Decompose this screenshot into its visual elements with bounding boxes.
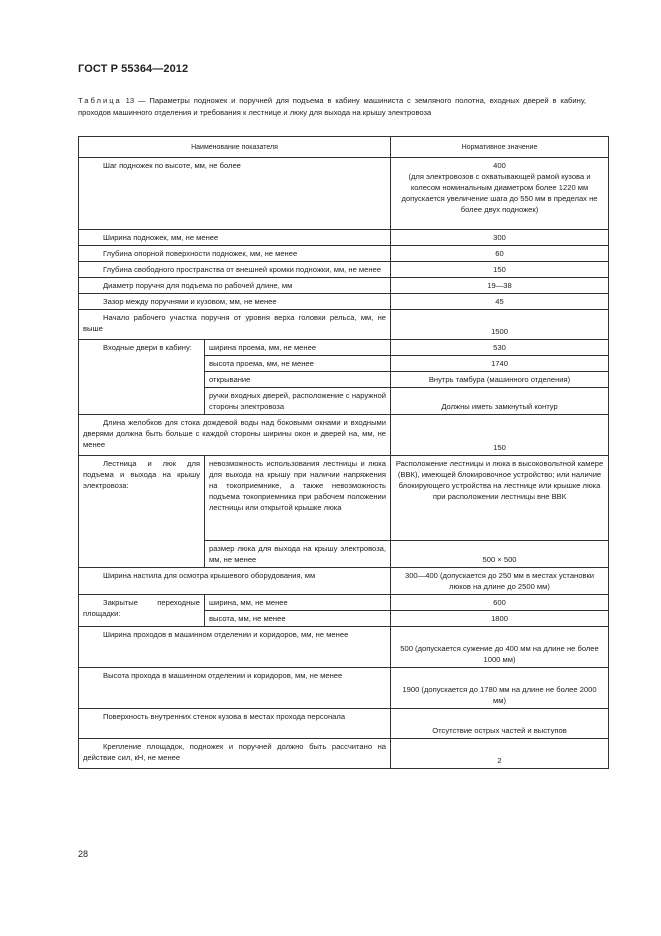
row-value: 500 (допускается сужение до 400 мм на длине не более 1000 мм)	[391, 627, 609, 668]
page-number: 28	[78, 849, 89, 859]
sub-name: высота, мм, не менее	[205, 611, 391, 627]
row-value: 1900 (допускается до 1780 мм на длине не более 2000 мм)	[391, 668, 609, 709]
table-header-row	[79, 137, 609, 158]
row-name: Ширина настила для осмотра крышевого оборудования, мм	[79, 568, 391, 595]
row-name: Глубина опорной поверхности подножек, мм, не менее	[79, 246, 391, 262]
document-header: ГОСТ Р 55364—2012	[78, 63, 189, 75]
table-row	[79, 278, 609, 294]
sub-value: 600	[391, 595, 609, 611]
header-parameter: Наименование показателя	[79, 137, 391, 158]
row-name: Начало рабочего участка поручня от уровня верха головки рельса, мм, не выше	[79, 310, 391, 340]
row-value: 400 (для электровозов с охватывающей рамой кузова и колесом номинальным диаметром более 1220 мм допускается увеличение шага до 550 мм в пределах не более двух подножек)	[391, 158, 609, 230]
table-row	[79, 294, 609, 310]
sub-value: Должны иметь замкнутый контур	[391, 388, 609, 415]
row-value: 300	[391, 230, 609, 246]
sub-value: 530	[391, 340, 609, 356]
row-value: 2	[391, 739, 609, 769]
sub-name: ширина, мм, не менее	[205, 595, 391, 611]
group-name-doors: Входные двери в кабину:	[79, 340, 205, 415]
sub-value: Расположение лестницы и люка в высоковольтной камере (ВВК), имеющей блокировочное устройство; или наличие блокирующего устройства на лестнице или крышке люка при расположении лестницы вне ВВК	[391, 456, 609, 541]
row-value: 60	[391, 246, 609, 262]
row-value: Отсутствие острых частей и выступов	[391, 709, 609, 739]
table-row	[79, 340, 609, 356]
table-caption	[78, 95, 586, 119]
table-row	[79, 230, 609, 246]
table-row	[79, 739, 609, 769]
table-row	[79, 310, 609, 340]
row-name: Высота прохода в машинном отделении и коридоров, мм, не менее	[79, 668, 391, 709]
table-row	[79, 246, 609, 262]
row-value: 150	[391, 262, 609, 278]
row-name: Крепление площадок, подножек и поручней должно быть рассчитано на действие сил, кН, не менее	[79, 739, 391, 769]
caption-label: Таблица	[78, 96, 122, 105]
row-name: Шаг подножек по высоте, мм, не более	[79, 158, 391, 230]
sub-name: ручки входных дверей, расположение с наружной стороны электровоза	[205, 388, 391, 415]
sub-value: 500 × 500	[391, 541, 609, 568]
sub-value: 1740	[391, 356, 609, 372]
table-row	[79, 709, 609, 739]
sub-name: открывание	[205, 372, 391, 388]
row-value: 300—400 (допускается до 250 мм в местах установки люков на длине до 2500 мм)	[391, 568, 609, 595]
sub-value: 1800	[391, 611, 609, 627]
row-value: 45	[391, 294, 609, 310]
sub-value: Внутрь тамбура (машинного отделения)	[391, 372, 609, 388]
table-row	[79, 627, 609, 668]
table-row	[79, 456, 609, 541]
sub-name: высота проема, мм, не менее	[205, 356, 391, 372]
row-name: Ширина проходов в машинном отделении и коридоров, мм, не менее	[79, 627, 391, 668]
group-name-platforms: Закрытые переходные площадки:	[79, 595, 205, 627]
table-row	[79, 415, 609, 456]
row-name: Ширина подножек, мм, не менее	[79, 230, 391, 246]
row-name: Зазор между поручнями и кузовом, мм, не менее	[79, 294, 391, 310]
table-row	[79, 668, 609, 709]
table-row	[79, 595, 609, 611]
sub-name: ширина проема, мм, не менее	[205, 340, 391, 356]
row-name: Диаметр поручня для подъема по рабочей длине, мм	[79, 278, 391, 294]
group-name-ladder: Лестница и люк для подъема и выхода на крышу электровоза:	[79, 456, 205, 568]
header-value: Нормативное значение	[391, 137, 609, 158]
table-row	[79, 568, 609, 595]
spec-table	[78, 136, 609, 769]
caption-text: 13 — Параметры подножек и поручней для подъема в кабину машиниста с земляного полотна, входных дверей в кабину, проходов машинного отделения и требования к лестнице и люку для выхода на крышу электровоза	[78, 96, 586, 117]
row-name: Длина желобков для стока дождевой воды над боковыми окнами и входными дверями должна быть больше с каждой стороны ширины окон и дверей на, мм, не менее	[79, 415, 391, 456]
sub-name: невозможность использования лестницы и люка для выхода на крышу при наличии напряжения на токоприемнике, а также невозможность подъема токоприемника при рабочем положении лестницы или открытой крышке люка	[205, 456, 391, 541]
row-value: 150	[391, 415, 609, 456]
table-row	[79, 158, 609, 230]
row-name: Глубина свободного пространства от внешней кромки подножки, мм, не менее	[79, 262, 391, 278]
sub-name: размер люка для выхода на крышу электровоза, мм, не менее	[205, 541, 391, 568]
table-row	[79, 262, 609, 278]
row-value: 19—38	[391, 278, 609, 294]
row-value: 1500	[391, 310, 609, 340]
row-name: Поверхность внутренних стенок кузова в местах прохода персонала	[79, 709, 391, 739]
